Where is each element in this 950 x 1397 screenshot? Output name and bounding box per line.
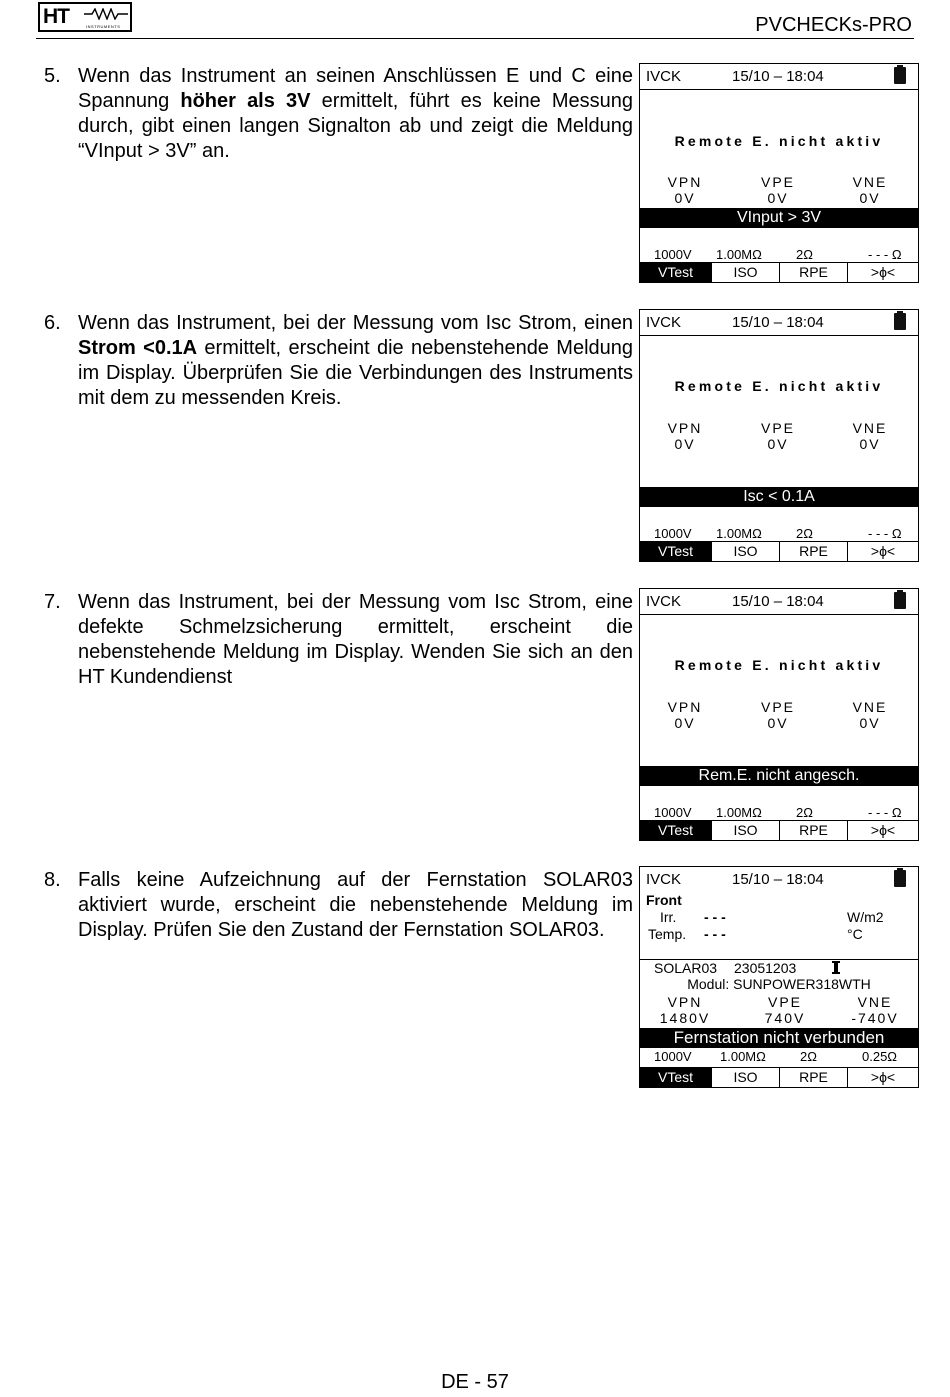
tab-vtest[interactable]: VTest: [640, 821, 711, 840]
tab-phase[interactable]: >ϕ<: [847, 542, 918, 561]
tab-iso[interactable]: ISO: [711, 821, 779, 840]
tab-iso[interactable]: ISO: [711, 1068, 779, 1087]
tab-rpe[interactable]: RPE: [779, 821, 847, 840]
temp-value: - - -: [704, 926, 726, 942]
mode-label: IVCK: [646, 593, 682, 610]
battery-icon: [894, 870, 906, 887]
tab-iso[interactable]: ISO: [711, 263, 779, 282]
battery-icon: [894, 67, 906, 84]
error-message: Isc < 0.1A: [640, 487, 918, 507]
tab-phase[interactable]: >ϕ<: [847, 263, 918, 282]
step-text: Wenn das Instrument an seinen Anschlüssen E und C eine Spannung höher als 3V ermittelt, führt es keine Messung durch, gibt einen langen Signalton ab und zeigt die Meldung “VInput > 3V” an.: [78, 65, 634, 162]
step-text: Wenn das Instrument, bei der Messung vom Isc Strom, einen Strom <0.1A ermittelt, erscheint die nebenstehende Meldung im Display. Überprüfen Sie die Verbindungen des Instruments mit dem zu messenden Kreis.: [78, 312, 634, 409]
tab-vtest[interactable]: VTest: [640, 542, 711, 561]
tab-rpe[interactable]: RPE: [779, 542, 847, 561]
remote-status: Remote E. nicht aktiv: [674, 378, 884, 394]
tab-rpe[interactable]: RPE: [779, 1068, 847, 1087]
vpn-reading: VPN 0V: [667, 174, 703, 206]
instrument-screen-remote: [639, 588, 919, 841]
doc-title: PVCHECKs-PRO: [755, 14, 912, 36]
divider: [640, 614, 918, 615]
vne-reading: VNE 0V: [852, 699, 888, 731]
error-message: VInput > 3V: [640, 208, 918, 228]
tab-phase[interactable]: >ϕ<: [847, 1068, 918, 1087]
instrument-screen-solar: [639, 866, 919, 1088]
param-row: 1000V 1.00MΩ 2Ω - - - Ω: [654, 805, 902, 820]
remote-unit: SOLAR03: [654, 960, 718, 976]
probe-icon: [831, 960, 841, 974]
remote-status: Remote E. nicht aktiv: [674, 133, 884, 149]
function-tabs: [640, 262, 918, 282]
screen-header: [646, 68, 912, 86]
step-item-8: [44, 868, 633, 943]
divider: [640, 335, 918, 336]
irr-value: - - -: [704, 909, 726, 925]
tab-rpe[interactable]: RPE: [779, 263, 847, 282]
remote-status: Remote E. nicht aktiv: [674, 657, 884, 673]
tab-vtest[interactable]: VTest: [640, 1068, 711, 1087]
irr-label: Irr.: [660, 909, 677, 925]
datetime: 15/10 – 18:04: [732, 68, 824, 85]
step-number: 6.: [44, 312, 61, 334]
step-text: Wenn das Instrument, bei der Messung vom Isc Strom, eine defekte Schmelzsicherung ermittelt, erscheint die nebenstehende Meldung im Display. Wenden Sie sich an den HT Kundendienst: [78, 591, 633, 688]
step-item-5: [44, 64, 633, 164]
vne-reading: VNE -740V: [851, 994, 899, 1026]
function-tabs: [640, 820, 918, 840]
logo-text: HT: [43, 5, 69, 28]
screen-header: [646, 871, 912, 889]
datetime: 15/10 – 18:04: [732, 593, 824, 610]
mode-label: IVCK: [646, 871, 682, 888]
instrument-screen-isc: [639, 309, 919, 562]
step-item-6: [44, 311, 633, 411]
vpn-reading: VPN 1480V: [659, 994, 711, 1026]
front-label: Front: [646, 892, 682, 908]
param-row: 1000V 1.00MΩ 2Ω - - - Ω: [654, 247, 902, 262]
tab-iso[interactable]: ISO: [711, 542, 779, 561]
waveform-icon: [84, 8, 128, 20]
step-number: 8.: [44, 869, 61, 891]
step-item-7: [44, 590, 633, 690]
vpe-reading: VPE 0V: [760, 420, 795, 452]
step-number: 5.: [44, 65, 61, 87]
vpe-reading: VPE 0V: [760, 699, 795, 731]
vpn-reading: VPN 0V: [667, 420, 703, 452]
vpn-reading: VPN 0V: [667, 699, 703, 731]
vpe-reading: VPE 740V: [764, 994, 806, 1026]
step-number: 7.: [44, 591, 61, 613]
logo-subtext: INSTRUMENTS: [86, 24, 121, 29]
irr-unit: W/m2: [847, 909, 884, 925]
screen-header: [646, 593, 912, 611]
tab-vtest[interactable]: VTest: [640, 263, 711, 282]
module-name: Modul: SUNPOWER318WTH: [687, 976, 871, 992]
param-row: 1000V 1.00MΩ 2Ω 0.25Ω: [654, 1049, 898, 1064]
vne-reading: VNE 0V: [852, 420, 888, 452]
battery-icon: [894, 313, 906, 330]
function-tabs: [640, 541, 918, 561]
function-tabs: [640, 1067, 918, 1087]
datetime: 15/10 – 18:04: [732, 314, 824, 331]
step-text: Falls keine Aufzeichnung auf der Fernstation SOLAR03 aktiviert wurde, erscheint die nebenstehende Meldung im Display. Prüfen Sie den Zustand der Fernstation SOLAR03.: [78, 869, 633, 941]
tab-phase[interactable]: >ϕ<: [847, 821, 918, 840]
divider: [640, 89, 918, 90]
instrument-screen-vinput: [639, 63, 919, 283]
error-message: Fernstation nicht verbunden: [640, 1028, 918, 1048]
temp-unit: °C: [847, 926, 863, 942]
mode-label: IVCK: [646, 314, 682, 331]
temp-label: Temp.: [648, 926, 687, 942]
error-message: Rem.E. nicht angesch.: [640, 766, 918, 786]
vpe-reading: VPE 0V: [760, 174, 795, 206]
datetime: 15/10 – 18:04: [732, 871, 824, 888]
header-rule: [36, 38, 914, 39]
serial-number: 23051203: [734, 960, 797, 976]
battery-icon: [894, 592, 906, 609]
mode-label: IVCK: [646, 68, 682, 85]
screen-header: [646, 314, 912, 332]
page-number: DE - 57: [441, 1371, 509, 1393]
ht-logo: [38, 2, 132, 32]
param-row: 1000V 1.00MΩ 2Ω - - - Ω: [654, 526, 902, 541]
vne-reading: VNE 0V: [852, 174, 888, 206]
